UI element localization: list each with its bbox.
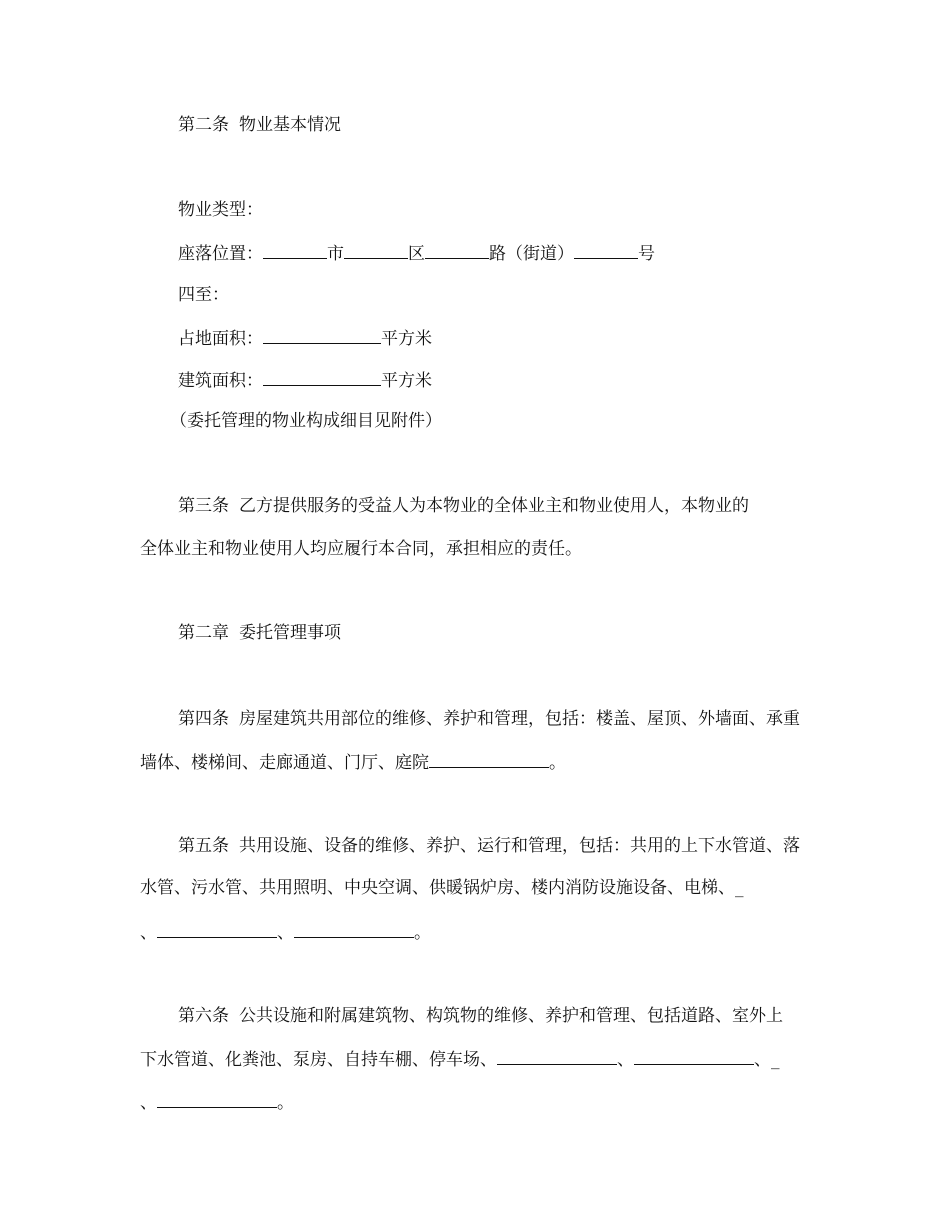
article-5-sep: 、 — [277, 923, 294, 943]
city-label: 市 — [327, 244, 344, 264]
equipment-blank-1[interactable] — [157, 920, 277, 938]
district-label: 区 — [408, 244, 425, 264]
article-6-line-2 — [140, 1047, 780, 1071]
location-line — [178, 241, 655, 265]
article-6-text-2: 下水管道、化粪池、泵房、自持车棚、停车场、 — [140, 1050, 497, 1070]
article-5-line-2 — [140, 877, 744, 899]
article-4-end: 。 — [549, 753, 566, 773]
city-blank[interactable] — [263, 241, 327, 259]
article-4-number: 第四条 — [178, 709, 229, 729]
article-6-line-3 — [140, 1090, 294, 1114]
courtyard-blank[interactable] — [429, 750, 549, 768]
road-blank[interactable] — [425, 241, 489, 259]
facility-blank-3[interactable] — [157, 1090, 277, 1108]
article-4-line-1 — [178, 708, 800, 730]
appendix-note — [170, 410, 442, 432]
article-3-text-1: 乙方提供服务的受益人为本物业的全体业主和物业使用人，本物业的 — [239, 496, 749, 516]
boundaries-label: 四至： — [178, 285, 229, 305]
number-label: 号 — [638, 244, 655, 264]
article-5-line-3 — [140, 920, 431, 944]
land-area-blank[interactable] — [263, 326, 381, 344]
article-4-text-1: 房屋建筑共用部位的维修、养护和管理，包括：楼盖、屋顶、外墙面、承重 — [239, 709, 800, 729]
article-5-line-1 — [178, 835, 800, 857]
chapter-2-heading — [178, 622, 341, 644]
article-6-text-1: 公共设施和附属建筑物、构筑物的维修、养护和管理、包括道路、室外上 — [239, 1006, 783, 1026]
facility-blank-1[interactable] — [497, 1047, 617, 1065]
land-area-unit: 平方米 — [381, 329, 432, 349]
article-6-line-1 — [178, 1005, 783, 1027]
floor-area-line — [178, 368, 432, 392]
article-4-text-2: 墙体、楼梯间、走廊通道、门厅、庭院 — [140, 753, 429, 773]
article-3-line-1 — [178, 495, 749, 517]
article-5-end: 。 — [414, 923, 431, 943]
floor-area-unit: 平方米 — [381, 371, 432, 391]
article-5-line-3-start: 、 — [140, 923, 157, 943]
property-type-label: 物业类型： — [178, 200, 263, 220]
road-label: 路（街道） — [489, 244, 574, 264]
article-5-text-1: 共用设施、设备的维修、养护、运行和管理，包括：共用的上下水管道、落 — [239, 836, 800, 856]
facility-blank-2[interactable] — [634, 1047, 754, 1065]
article-5-text-2: 水管、污水管、共用照明、中央空调、供暖锅炉房、楼内消防设施设备、电梯、_ — [140, 878, 744, 898]
equipment-blank-2[interactable] — [294, 920, 414, 938]
article-2-title: 物业基本情况 — [239, 115, 341, 135]
property-type-line — [178, 199, 263, 221]
article-2-heading — [178, 114, 341, 136]
article-3-text-2: 全体业主和物业使用人均应履行本合同，承担相应的责任。 — [140, 539, 582, 559]
district-blank[interactable] — [344, 241, 408, 259]
chapter-2-number: 第二章 — [178, 623, 229, 643]
land-area-label: 占地面积： — [178, 329, 263, 349]
boundaries-line — [178, 284, 229, 306]
chapter-2-title: 委托管理事项 — [239, 623, 341, 643]
floor-area-label: 建筑面积： — [178, 371, 263, 391]
appendix-note-text: （委托管理的物业构成细目见附件） — [170, 411, 442, 431]
land-area-line — [178, 326, 432, 350]
location-label: 座落位置： — [178, 244, 263, 264]
article-5-number: 第五条 — [178, 836, 229, 856]
number-blank[interactable] — [574, 241, 638, 259]
article-6-number: 第六条 — [178, 1006, 229, 1026]
article-4-line-2 — [140, 750, 566, 774]
article-3-number: 第三条 — [178, 496, 229, 516]
article-6-line-3-start: 、 — [140, 1093, 157, 1113]
article-6-end: 。 — [277, 1093, 294, 1113]
article-6-sep: 、 — [617, 1050, 634, 1070]
article-3-line-2 — [140, 538, 582, 560]
article-6-tail: 、_ — [754, 1050, 780, 1070]
article-2-number: 第二条 — [178, 115, 229, 135]
floor-area-blank[interactable] — [263, 368, 381, 386]
